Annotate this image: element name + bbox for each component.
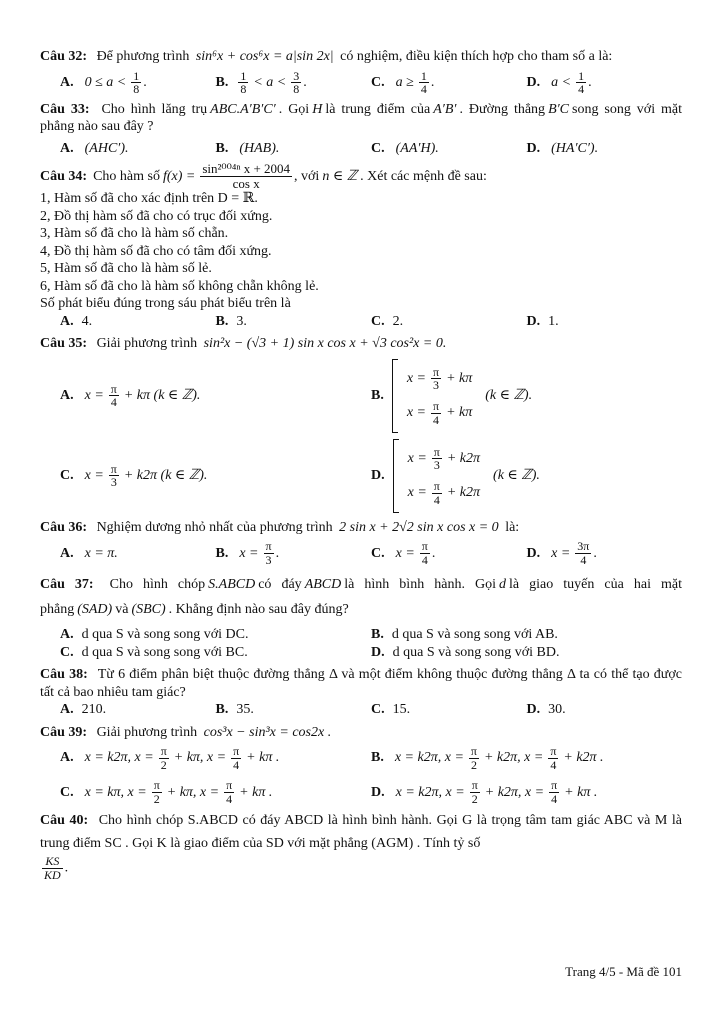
option-d[interactable]: D. x = k2π, x = $\frac{\pi}{2}$ + k2π, x = $\frac{\pi}{4}$ + kπ . [371, 778, 598, 806]
option-b[interactable]: B. x = $\frac{\pi}{3}$ . [215, 539, 280, 568]
option-d[interactable]: D. 1. [526, 313, 559, 329]
options [40, 313, 682, 331]
equation: sin⁶x + cos⁶x = a|sin 2x| [195, 49, 334, 64]
options-row-1 [40, 359, 682, 433]
bracket [393, 439, 399, 513]
bracket [392, 359, 398, 433]
question-33 [40, 101, 682, 158]
options-row-2 [40, 439, 682, 513]
option-c[interactable]: C. a ≥ $\frac{1}{4}$ . [371, 68, 435, 97]
question-number: Câu 38: [40, 667, 88, 683]
option-d[interactable]: D. a < $\frac{1}{4}$ . [526, 68, 592, 97]
statement-5: 5, Hàm số đã cho là hàm số lẻ. [40, 261, 212, 277]
question-number: Câu 36: [40, 519, 88, 535]
question-40-stem: Câu 40: Cho hình chóp S.ABCD có đáy ABCD là hình bình hành. Gọi G là trọng tâm tam giác ABC và M là trung điểm SC . Gọi K là giao điểm của SD với mặt phẳng (AGM) . Tính tỷ số [40, 813, 683, 851]
options [40, 745, 682, 805]
question-number: Câu 37: [40, 576, 94, 592]
option-b[interactable]: B. x = k2π, x = $\frac{\pi}{2}$ + k2π, x = $\frac{\pi}{4}$ + k2π . [371, 744, 604, 772]
page-footer: Trang 4/5 - Mã đề 101 [565, 964, 682, 979]
options [40, 626, 682, 661]
question-40 [40, 810, 682, 881]
option-b[interactable]: B. 3. [215, 313, 247, 329]
question-32-stem: Câu 32: Để phương trình sin⁶x + cos⁶x = a|sin 2x| có nghiệm, điều kiện thích hợp cho tham số a là: [40, 49, 613, 64]
statement-3: 3, Hàm số đã cho là hàm số chẵn. [40, 226, 229, 242]
option-b[interactable]: B. 35. [215, 702, 254, 718]
question-32 [40, 48, 682, 96]
option-a[interactable]: A. d qua S và song song với DC. [60, 627, 249, 643]
question-number: Câu 33: [40, 101, 90, 117]
fraction: $\frac{1}{8}$ [133, 68, 140, 97]
option-a[interactable]: A. 0 ≤ a < $\frac{1}{8}$ . [60, 68, 147, 97]
question-36 [40, 519, 682, 567]
question-34-stem: Câu 34: Cho hàm số f(x) = $\frac{\text{sin²⁰⁰⁴ⁿ x + 2004}}{\text{cos x}}$ , với n ∈ ℤ . Xét các mệnh đề sau: [40, 161, 487, 191]
option-a[interactable]: A. 4. [60, 313, 93, 329]
question-34 [40, 162, 682, 330]
option-a[interactable]: A. x = $\frac{\pi}{4}$ + kπ (k ∈ ℤ). [60, 381, 201, 410]
question-36-stem: Câu 36: Nghiệm dương nhỏ nhất của phương trình 2 sin x + 2√2 sin x cos x = 0 là: [40, 519, 520, 535]
solution-system: x = $\frac{\pi}{3}$ + kπ x = $\frac{\pi}{4}$ + kπ [392, 359, 475, 433]
question-37-stem: Câu 37: Cho hình chóp S.ABCD có đáy ABCD là hình bình hành. Gọi d là giao tuyến của hai mặt phẳng (SAD) và (SBC) . Khẳng định nào sau đây đúng? [40, 576, 682, 617]
option-c[interactable]: C. d qua S và song song với BC. [60, 644, 248, 660]
options [40, 701, 682, 719]
ratio: $\frac{KS}{KD}$ . [44, 854, 69, 882]
option-b[interactable]: B. d qua S và song song với AB. [371, 627, 558, 643]
question-number: Câu 34: [40, 168, 88, 184]
question-35-stem: Câu 35: Giải phương trình sin²x − (√3 + 1) sin x cos x + √3 cos²x = 0. [40, 336, 447, 352]
option-b[interactable]: B. x = $\frac{\pi}{3}$ + kπ x = $\frac{\pi}{4}$ + kπ (k ∈ ℤ). [371, 359, 682, 433]
statement-6: 6, Hàm số đã cho là hàm số không chẵn không lẻ. [40, 278, 319, 294]
option-b[interactable]: B. $\frac{1}{8}$ < a < $\frac{3}{8}$ . [215, 68, 307, 97]
question-33-stem: Câu 33: Cho hình lăng trụ ABC.A′B′C′ . Gọi H là trung điểm của A′B′ . Đường thẳng B′C song song với mặt phẳng nào sau đây ? [40, 101, 683, 135]
question-number: Câu 40: [40, 813, 89, 829]
option-c[interactable]: C. 15. [371, 702, 411, 718]
option-a[interactable]: A. x = k2π, x = $\frac{\pi}{2}$ + kπ, x = $\frac{\pi}{4}$ + kπ . [60, 744, 280, 772]
option-d[interactable]: D. (HA′C′). [526, 140, 599, 156]
statement-4: 4, Đồ thị hàm số đã cho có tâm đối xứng. [40, 243, 272, 259]
statement-1: 1, Hàm số đã cho xác định trên D = ℝ. [40, 191, 258, 207]
fraction: $\frac{3}{8}$ [293, 68, 300, 97]
option-a[interactable]: A. x = π. [60, 545, 118, 561]
option-c[interactable]: C. (AA′H). [371, 140, 439, 156]
option-c[interactable]: C. x = $\frac{\pi}{3}$ + k2π (k ∈ ℤ). [60, 461, 208, 490]
question-number: Câu 32: [40, 49, 88, 64]
exam-page [40, 48, 682, 886]
option-c[interactable]: C. x = kπ, x = $\frac{\pi}{2}$ + kπ, x = $\frac{\pi}{4}$ + kπ . [60, 778, 273, 806]
fraction: $\frac{1}{4}$ [420, 68, 427, 97]
question-number: Câu 39: [40, 724, 88, 740]
question-39-stem: Câu 39: Giải phương trình cos³x − sin³x = cos2x . [40, 724, 332, 740]
option-c[interactable]: C. 2. [371, 313, 404, 329]
question-35 [40, 335, 682, 513]
statement-2: 2, Đồ thị hàm số đã cho có trục đối xứng. [40, 208, 273, 224]
option-d[interactable]: D. 30. [526, 702, 566, 718]
option-b[interactable]: B. (HAB). [215, 140, 280, 156]
option-c[interactable]: C. x = $\frac{\pi}{4}$ . [371, 539, 436, 568]
option-a[interactable]: A. 210. [60, 702, 107, 718]
function-fraction: $\frac{\text{sin²⁰⁰⁴ⁿ x + 2004}}{\text{cos x}}$ [202, 161, 291, 191]
fraction: $\frac{1}{4}$ [578, 68, 585, 97]
solution-system: x = $\frac{\pi}{3}$ + k2π x = $\frac{\pi}{4}$ + k2π [393, 439, 483, 513]
option-d[interactable]: D. x = $\frac{\pi}{3}$ + k2π x = $\frac{\pi}{4}$ + k2π (k ∈ ℤ). [371, 439, 682, 513]
question-38 [40, 666, 682, 719]
question-39 [40, 724, 682, 806]
fraction: $\frac{1}{8}$ [240, 68, 247, 97]
prompt: Số phát biểu đúng trong sáu phát biểu trên là [40, 296, 291, 312]
options [40, 140, 682, 158]
question-number: Câu 35: [40, 336, 88, 352]
option-d[interactable]: D. x = $\frac{3\pi}{4}$ . [526, 539, 597, 568]
options [40, 70, 682, 96]
option-d[interactable]: D. d qua S và song song với BD. [371, 644, 560, 660]
options [40, 540, 682, 566]
question-38-stem: Câu 38: Từ 6 điểm phân biệt thuộc đường thẳng Δ và một điểm không thuộc đường thẳng Δ ta có thể tạo được tất cả bao nhiêu tam giác? [40, 667, 683, 700]
option-a[interactable]: A. (AHC′). [60, 140, 129, 156]
question-37 [40, 572, 682, 661]
statements-list [40, 190, 682, 313]
